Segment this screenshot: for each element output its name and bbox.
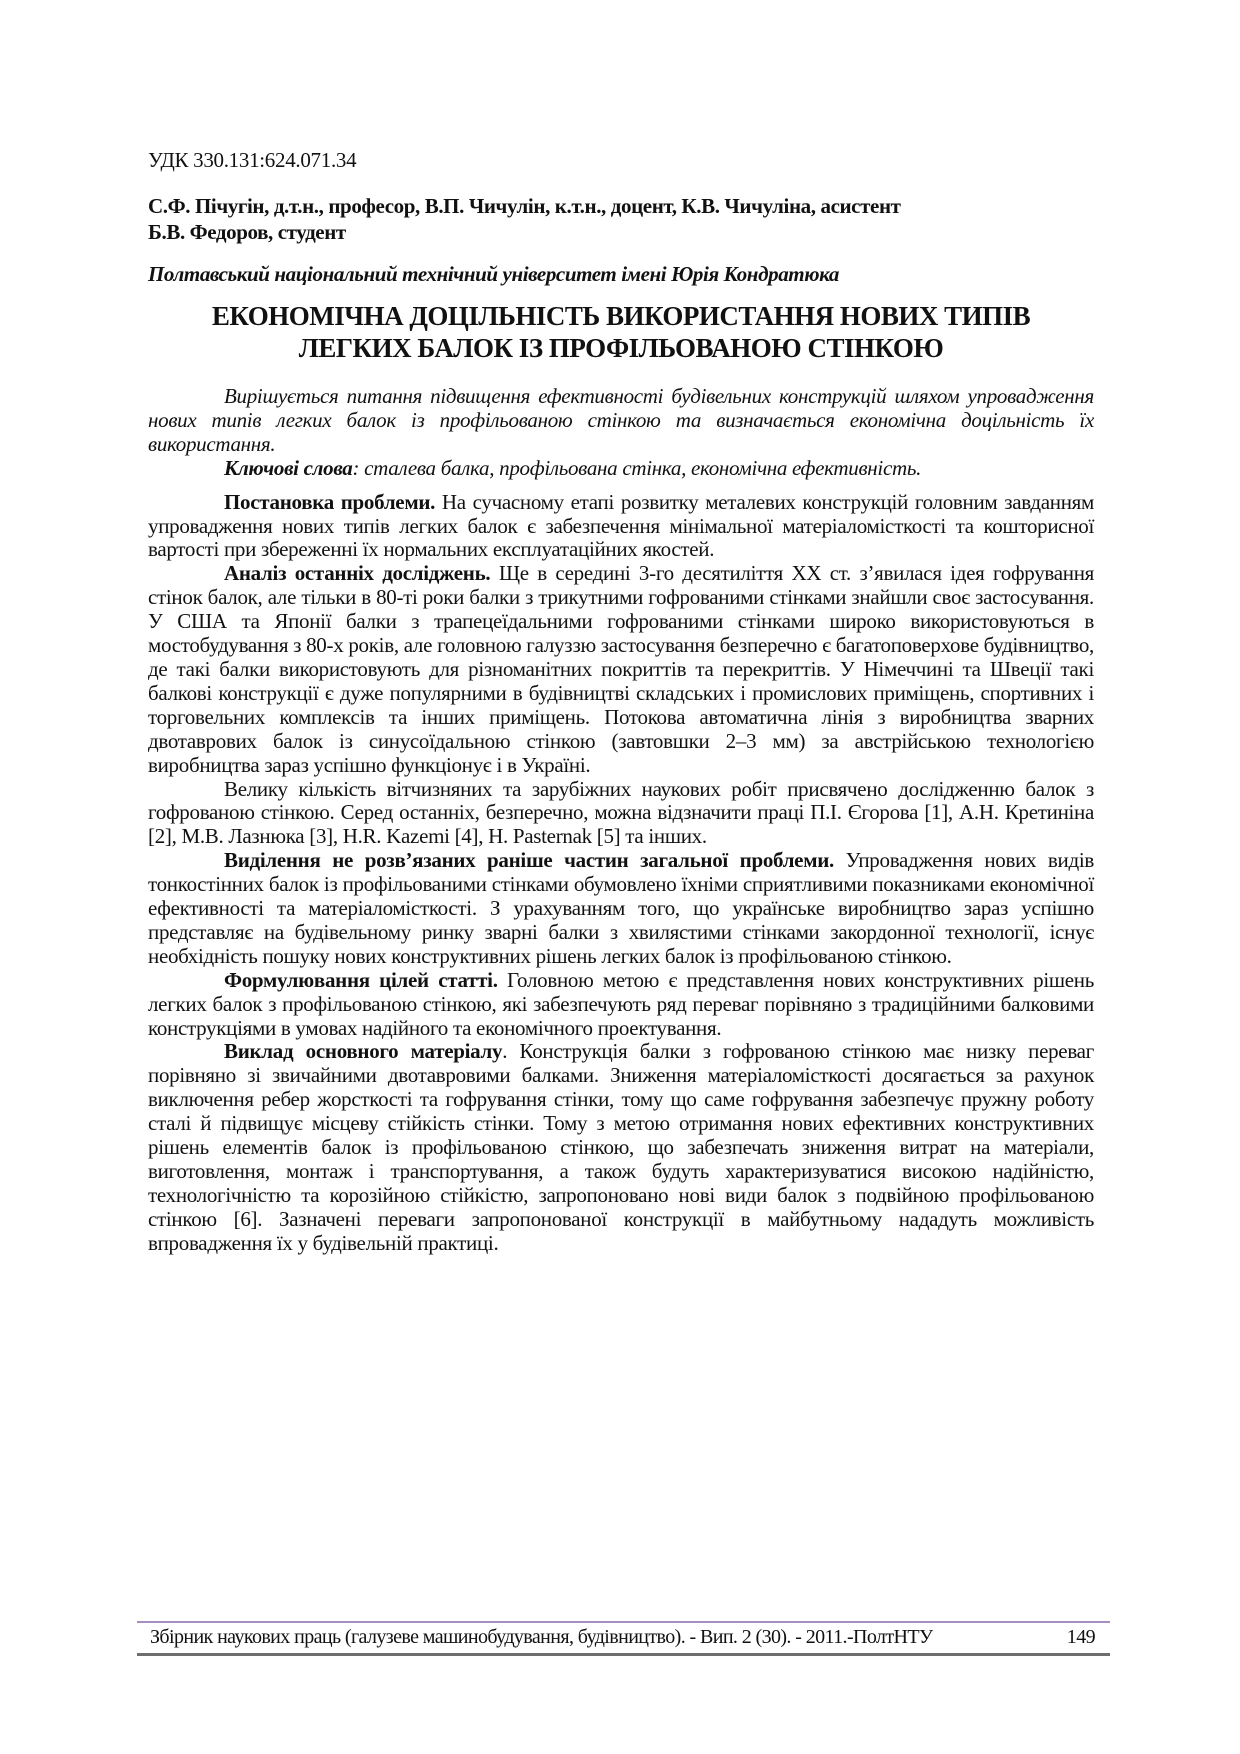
footer [150,1626,1095,1649]
section-literature-review-cont [148,778,1094,850]
section-text: Велику кількість вітчизняних та зарубіжних наукових робіт присвячено дослідженню балок з гофрованою стінкою. Серед останніх, безперечно, можна відзначити праці П.І. Єгорова [1], А.Н. Кретиніна [2], М.В. Лазнюка [3], H.R. Kazemi [4], H. Pasternak [5] та інших. [148,776,1094,849]
journal-citation: Збірник наукових праць (галузеве машинобудування, будівництво). - Вип. 2 (30). - 2011.-ПолтНТУ [150,1626,933,1648]
section-text: Ще в середині 3-го десятиліття XX ст. з’явилася ідея гофрування стінок балок, але тільки в 80-ті роки балки з трикутними гофрованими стінками знайшли своє застосування. У США та Японії балки з трапецеїдальними гофрованими стінками широко використовуються в мостобудування з 80-х років, але головною галуззю застосування безперечно є багатоповерхове будівництво, де такі балки використовують для різноманітних покриттів та перекриттів. У Німеччині та Швеції такі балкові конструкції є дуже популярними в будівництві складських і промислових приміщень, спортивних і торговельних комплексів та інших приміщень. Потокова автоматична лінія з виробництва зварних двотаврових балок із синусоїдальною стінкою (завтовшки 2–3 мм) за австрійською технологією виробництва зараз успішно функціонує і в Україні. [148,561,1094,777]
footer-top-divider [137,1621,1110,1623]
section-heading: Виділення не розв’язаних раніше частин загальної проблеми. [224,848,834,873]
title-line-2: ЛЕГКИХ БАЛОК ІЗ ПРОФІЛЬОВАНОЮ СТІНКОЮ [298,333,944,363]
authors-line-2: Б.В. Федоров, студент [148,220,346,244]
section-objectives [148,969,1094,1041]
paper-title [148,300,1094,364]
page-number: 149 [1066,1626,1095,1648]
abstract: Вирішується питання підвищення ефективності будівельних конструкцій шляхом упровадження нових типів легких балок із профільованою стінкою та визначається економічна доцільність їх використання. [148,384,1094,456]
keywords-label: Ключові слова [224,455,353,480]
section-heading: Формулювання цілей статті. [224,967,498,992]
footer-bottom-divider [137,1653,1110,1656]
affiliation: Полтавський національний технічний університет імені Юрія Кондратюка [148,262,839,286]
section-main-material [148,1040,1094,1255]
section-text: . Конструкція балки з гофрованою стінкою має низку переваг порівняно зі звичайними двотавровими балками. Зниження матеріаломісткості досягається за рахунок виключення ребер жорсткості та гофрування стінки, тому що саме гофрування забезпечує пружну роботу сталі й підвищує місцеву стійкість стінки. Тому з метою отримання нових ефективних конструктивних рішень елементів балок із профільованою стінкою, що забезпечать зниження витрат на матеріали, виготовлення, монтаж і транспортування, а також будуть характеризуватися високою надійністю, технологічністю та корозійною стійкістю, запропоновано нові види балок з подвійною профільованою стінкою [6]. Зазначені переваги запропонованої конструкції в майбутньому нададуть можливість впровадження їх у будівельній практиці. [148,1039,1094,1255]
section-text: Упровадження нових видів тонкостінних балок із профільованими стінками обумовлено їхніми сприятливими показниками економічної ефективності та матеріаломісткості. З урахуванням того, що українське виробництво зараз успішно представляє на будівельному ринку зварні балки з хвилястими стінками закордонної технології, існує необхідність пошуку нових конструктивних рішень легких балок із профільованою стінкою. [148,848,1094,968]
section-unsolved-problems [148,849,1094,969]
authors-line-1: С.Ф. Пічугін, д.т.н., професор, В.П. Чичулін, к.т.н., доцент, К.В. Чичуліна, асистент [148,194,901,218]
section-heading: Постановка проблеми. [224,489,436,514]
section-text: Головною метою є представлення нових конструктивних рішень легких балок з профільованою стінкою, які забезпечують ряд переваг порівняно з традиційними балковими конструкціями в умовах надійного та економічного проектування. [148,967,1094,1040]
title-line-1: ЕКОНОМІЧНА ДОЦІЛЬНІСТЬ ВИКОРИСТАННЯ НОВИХ ТИПІВ [211,301,1031,331]
section-heading: Аналіз останніх досліджень. [224,561,491,586]
section-literature-review [148,562,1094,777]
section-problem-statement [148,491,1094,563]
paper-body [148,385,1094,1256]
section-heading: Виклад основного матеріалу [224,1039,503,1064]
keywords-list: : сталева балка, профільована стінка, економічна ефективність. [352,455,922,480]
authors [148,193,1094,245]
keywords [148,457,1094,481]
udk-code: УДК 330.131:624.071.34 [148,148,357,172]
section-text: На сучасному етапі розвитку металевих конструкцій головним завданням упровадження нових типів легких балок є забезпечення мінімальної матеріаломісткості та кошторисної вартості при збереженні їх нормальних експлуатаційних якостей. [148,489,1094,562]
